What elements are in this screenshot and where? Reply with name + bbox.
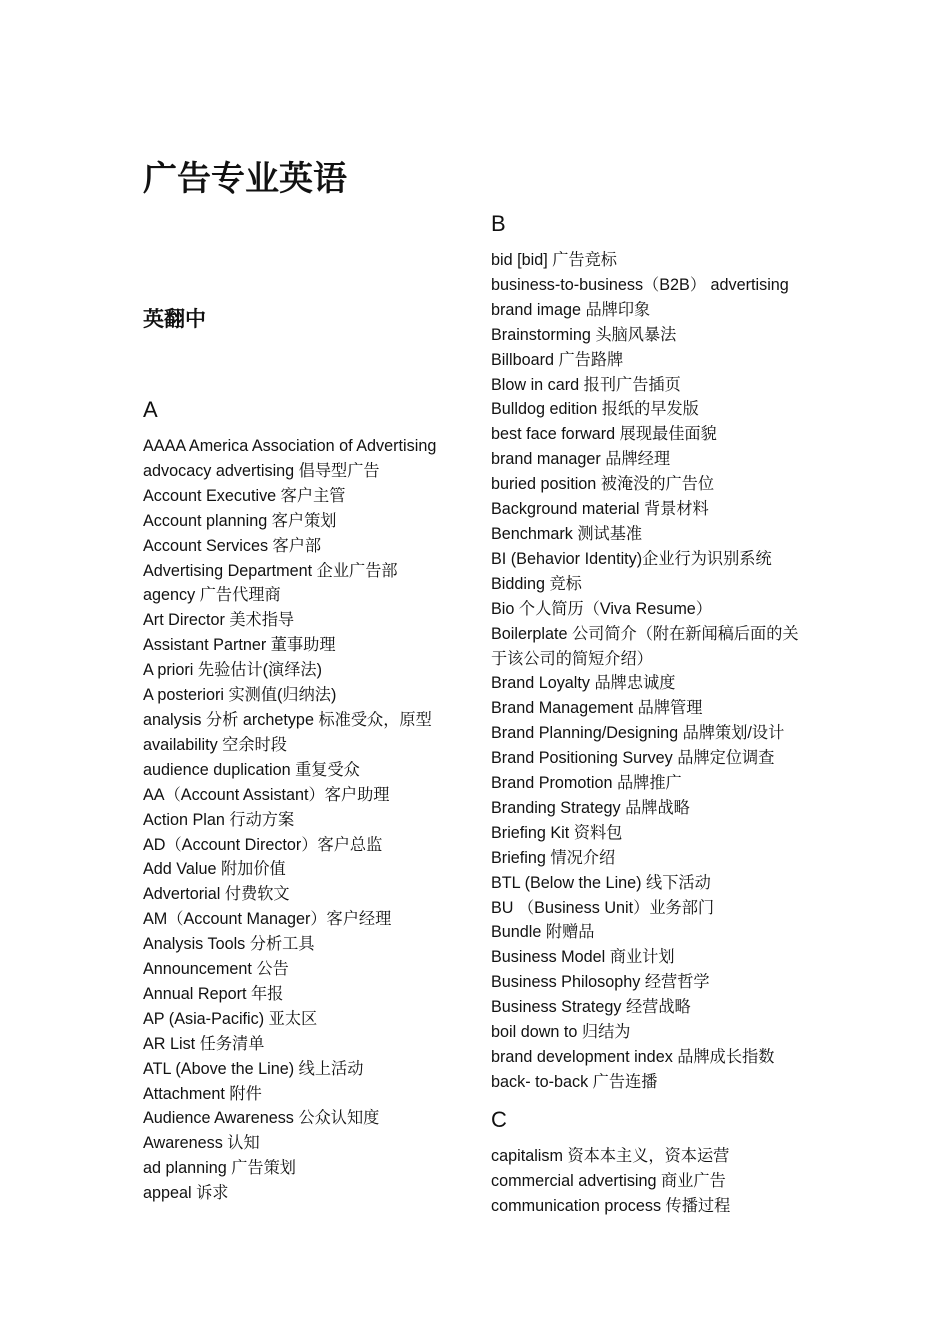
glossary-entry: A priori 先验估计(演绎法)	[143, 661, 322, 680]
glossary-entry: Attachment 附件	[143, 1084, 262, 1103]
glossary-entry: BI (Behavior Identity)企业行为识别系统	[491, 549, 772, 568]
glossary-entry: Annual Report 年报	[143, 984, 284, 1003]
glossary-entry: Business Model 商业计划	[491, 948, 675, 967]
glossary-entry: Bidding 竞标	[491, 574, 582, 593]
glossary-entry: Art Director 美术指导	[143, 611, 295, 630]
glossary-entry: AAAA America Association of Advertising	[143, 437, 437, 455]
glossary-entry: communication process 传播过程	[491, 1196, 731, 1215]
glossary-entry: Branding Strategy 品牌战略	[491, 798, 690, 817]
glossary-entry: buried position 被淹没的广告位	[491, 475, 715, 494]
glossary-entry: Briefing 情况介绍	[491, 848, 616, 867]
glossary-entry: capitalism 资本本主义，资本运营	[491, 1147, 730, 1165]
glossary-entry: Blow in card 报刊广告插页	[491, 375, 681, 394]
glossary-entry: appeal 诉求	[143, 1184, 229, 1203]
glossary-entry: advocacy advertising 倡导型广告	[143, 461, 380, 480]
glossary-entry: Analysis Tools 分析工具	[143, 935, 315, 954]
glossary-entry: Add Value 附加价值	[143, 860, 286, 879]
glossary-entry: Account Executive 客户主管	[143, 486, 346, 505]
document-title: 广告专业英语	[143, 159, 347, 199]
glossary-entry: AA（Account Assistant）客户助理	[143, 785, 390, 804]
glossary-entry: Brand Loyalty 品牌忠诚度	[491, 674, 676, 693]
glossary-entry: audience duplication 重复受众	[143, 760, 360, 779]
glossary-entry: Announcement 公告	[143, 960, 289, 979]
glossary-entry: Action Plan 行动方案	[143, 810, 295, 829]
glossary-list-a	[143, 434, 463, 1206]
glossary-entry: ad planning 广告策划	[143, 1159, 296, 1178]
glossary-entry: Business Strategy 经营战略	[491, 998, 691, 1017]
glossary-entry: Account Services 客户部	[143, 536, 322, 555]
glossary-entry: Advertising Department 企业广告部	[143, 561, 398, 580]
section-letter-c: C	[491, 1107, 507, 1132]
glossary-entry: brand manager 品牌经理	[491, 450, 671, 469]
section-letter-b: B	[491, 211, 506, 236]
glossary-entry: business-to-business（B2B） advertising	[491, 275, 789, 294]
glossary-entry: Briefing Kit 资料包	[491, 823, 623, 842]
glossary-entry: Account planning 客户策划	[143, 511, 337, 530]
glossary-entry: A posteriori 实测值(归纳法)	[143, 686, 337, 705]
glossary-entry: agency 广告代理商	[143, 586, 281, 605]
glossary-entry: ATL (Above the Line) 线上活动	[143, 1059, 364, 1078]
glossary-list-c	[491, 1144, 821, 1219]
glossary-entry: commercial advertising 商业广告	[491, 1171, 726, 1190]
glossary-entry: boil down to 归结为	[491, 1023, 631, 1042]
glossary-entry: AP (Asia-Pacific) 亚太区	[143, 1009, 318, 1028]
glossary-entry: BU （Business Unit）业务部门	[491, 898, 715, 917]
section-letter-a: A	[143, 397, 158, 422]
glossary-entry: Assistant Partner 董事助理	[143, 636, 336, 655]
glossary-entry: AD（Account Director）客户总监	[143, 835, 383, 854]
glossary-entry: 于该公司的简短介绍）	[491, 649, 653, 668]
glossary-entry: analysis 分析 archetype 标准受众，原型	[143, 710, 432, 729]
glossary-entry: Brand Management 品牌管理	[491, 699, 703, 718]
glossary-entry: Brainstorming 头脑风暴法	[491, 325, 677, 344]
glossary-entry: Bio 个人简历（Viva Resume）	[491, 599, 712, 618]
glossary-entry: Business Philosophy 经营哲学	[491, 973, 710, 992]
glossary-entry: brand development index 品牌成长指数	[491, 1048, 775, 1066]
glossary-entry: AM（Account Manager）客户经理	[143, 910, 392, 929]
glossary-entry: Advertorial 付费软文	[143, 885, 290, 904]
section-subtitle: 英翻中	[143, 307, 206, 331]
glossary-entry: Bulldog edition 报纸的早发版	[491, 400, 699, 419]
glossary-entry: Brand Promotion 品牌推广	[491, 774, 682, 793]
glossary-entry: Benchmark 测试基准	[491, 524, 643, 543]
glossary-entry: Brand Positioning Survey 品牌定位调查	[491, 749, 775, 768]
glossary-entry: AR List 任务清单	[143, 1034, 265, 1053]
glossary-entry: best face forward 展现最佳面貌	[491, 425, 717, 444]
glossary-entry: Background material 背景材料	[491, 500, 709, 519]
glossary-entry: back- to-back 广告连播	[491, 1072, 658, 1091]
glossary-entry: brand image 品牌印象	[491, 300, 651, 319]
glossary-list-b	[491, 248, 821, 1095]
glossary-entry: availability 空余时段	[143, 735, 287, 754]
glossary-entry: Bundle 附赠品	[491, 923, 595, 942]
glossary-entry: bid [bid] 广告竞标	[491, 251, 617, 269]
glossary-entry: Brand Planning/Designing 品牌策划/设计	[491, 724, 785, 743]
glossary-entry: Billboard 广告路牌	[491, 350, 624, 369]
glossary-entry: Audience Awareness 公众认知度	[143, 1109, 380, 1128]
glossary-entry: Awareness 认知	[143, 1134, 260, 1153]
glossary-entry: Boilerplate 公司简介（附在新闻稿后面的关	[491, 624, 799, 643]
glossary-entry: BTL (Below the Line) 线下活动	[491, 873, 711, 892]
